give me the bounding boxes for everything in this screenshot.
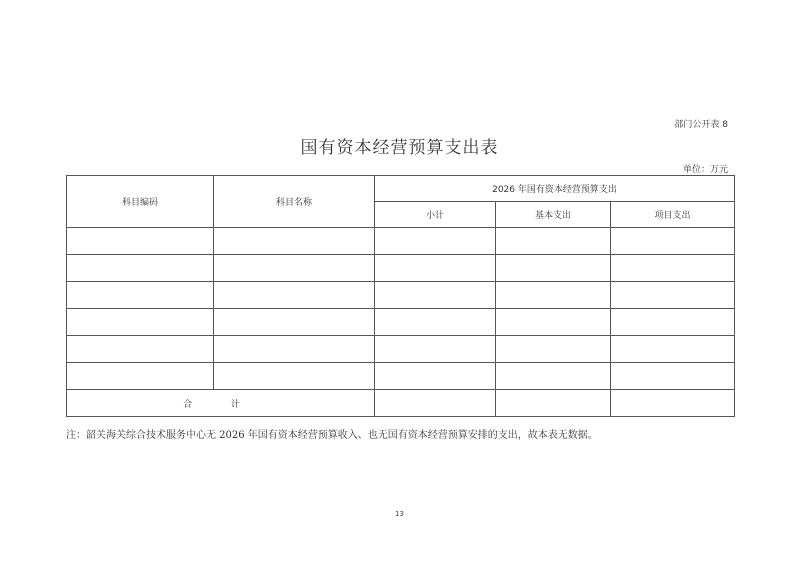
table-cell (375, 282, 496, 309)
table-cell (611, 309, 735, 336)
table-cell (67, 228, 214, 255)
table-cell (67, 282, 214, 309)
table-row (67, 309, 735, 336)
table-cell (67, 255, 214, 282)
table-header-row (67, 176, 735, 202)
table-cell (375, 336, 496, 363)
table-cell (214, 309, 375, 336)
table-cell (496, 336, 611, 363)
table-cell (214, 282, 375, 309)
table-cell (214, 363, 375, 390)
col-header-project: 项目支出 (611, 202, 735, 228)
table-cell (496, 228, 611, 255)
table-cell (67, 336, 214, 363)
table-row (67, 282, 735, 309)
total-row (67, 390, 735, 417)
table-cell (375, 390, 496, 417)
table-row (67, 228, 735, 255)
table-cell (611, 282, 735, 309)
table-cell (375, 363, 496, 390)
footnote: 注：韶关海关综合技术服务中心无 2026 年国有资本经营预算收入、也无国有资本经营预算安排的支出，故本表无数据。 (66, 430, 598, 441)
table-cell (214, 255, 375, 282)
table-cell (375, 309, 496, 336)
table-row (67, 336, 735, 363)
col-header-subtotal: 小计 (375, 202, 496, 228)
col-header-group: 2026 年国有资本经营预算支出 (375, 176, 735, 202)
table-cell (496, 309, 611, 336)
table-cell (496, 390, 611, 417)
table-cell (611, 228, 735, 255)
budget-table (66, 175, 735, 417)
page-number: 13 (395, 510, 404, 518)
table-cell (611, 390, 735, 417)
table-cell (375, 228, 496, 255)
table-cell (496, 363, 611, 390)
table-cell (611, 255, 735, 282)
col-header-name: 科目名称 (214, 176, 375, 228)
table-row (67, 255, 735, 282)
table-cell (611, 336, 735, 363)
table-cell (375, 255, 496, 282)
col-header-code: 科目编码 (67, 176, 214, 228)
table-cell (496, 255, 611, 282)
table-cell (67, 363, 214, 390)
table-cell (496, 282, 611, 309)
page-title: 国有资本经营预算支出表 (300, 138, 499, 158)
table-cell (611, 363, 735, 390)
col-header-basic: 基本支出 (496, 202, 611, 228)
unit-label: 单位：万元 (682, 165, 728, 175)
table-row (67, 363, 735, 390)
total-label: 合 计 (67, 390, 375, 417)
table-cell (214, 336, 375, 363)
table-cell (67, 309, 214, 336)
table-cell (214, 228, 375, 255)
form-tag: 部门公开表 8 (674, 120, 728, 130)
